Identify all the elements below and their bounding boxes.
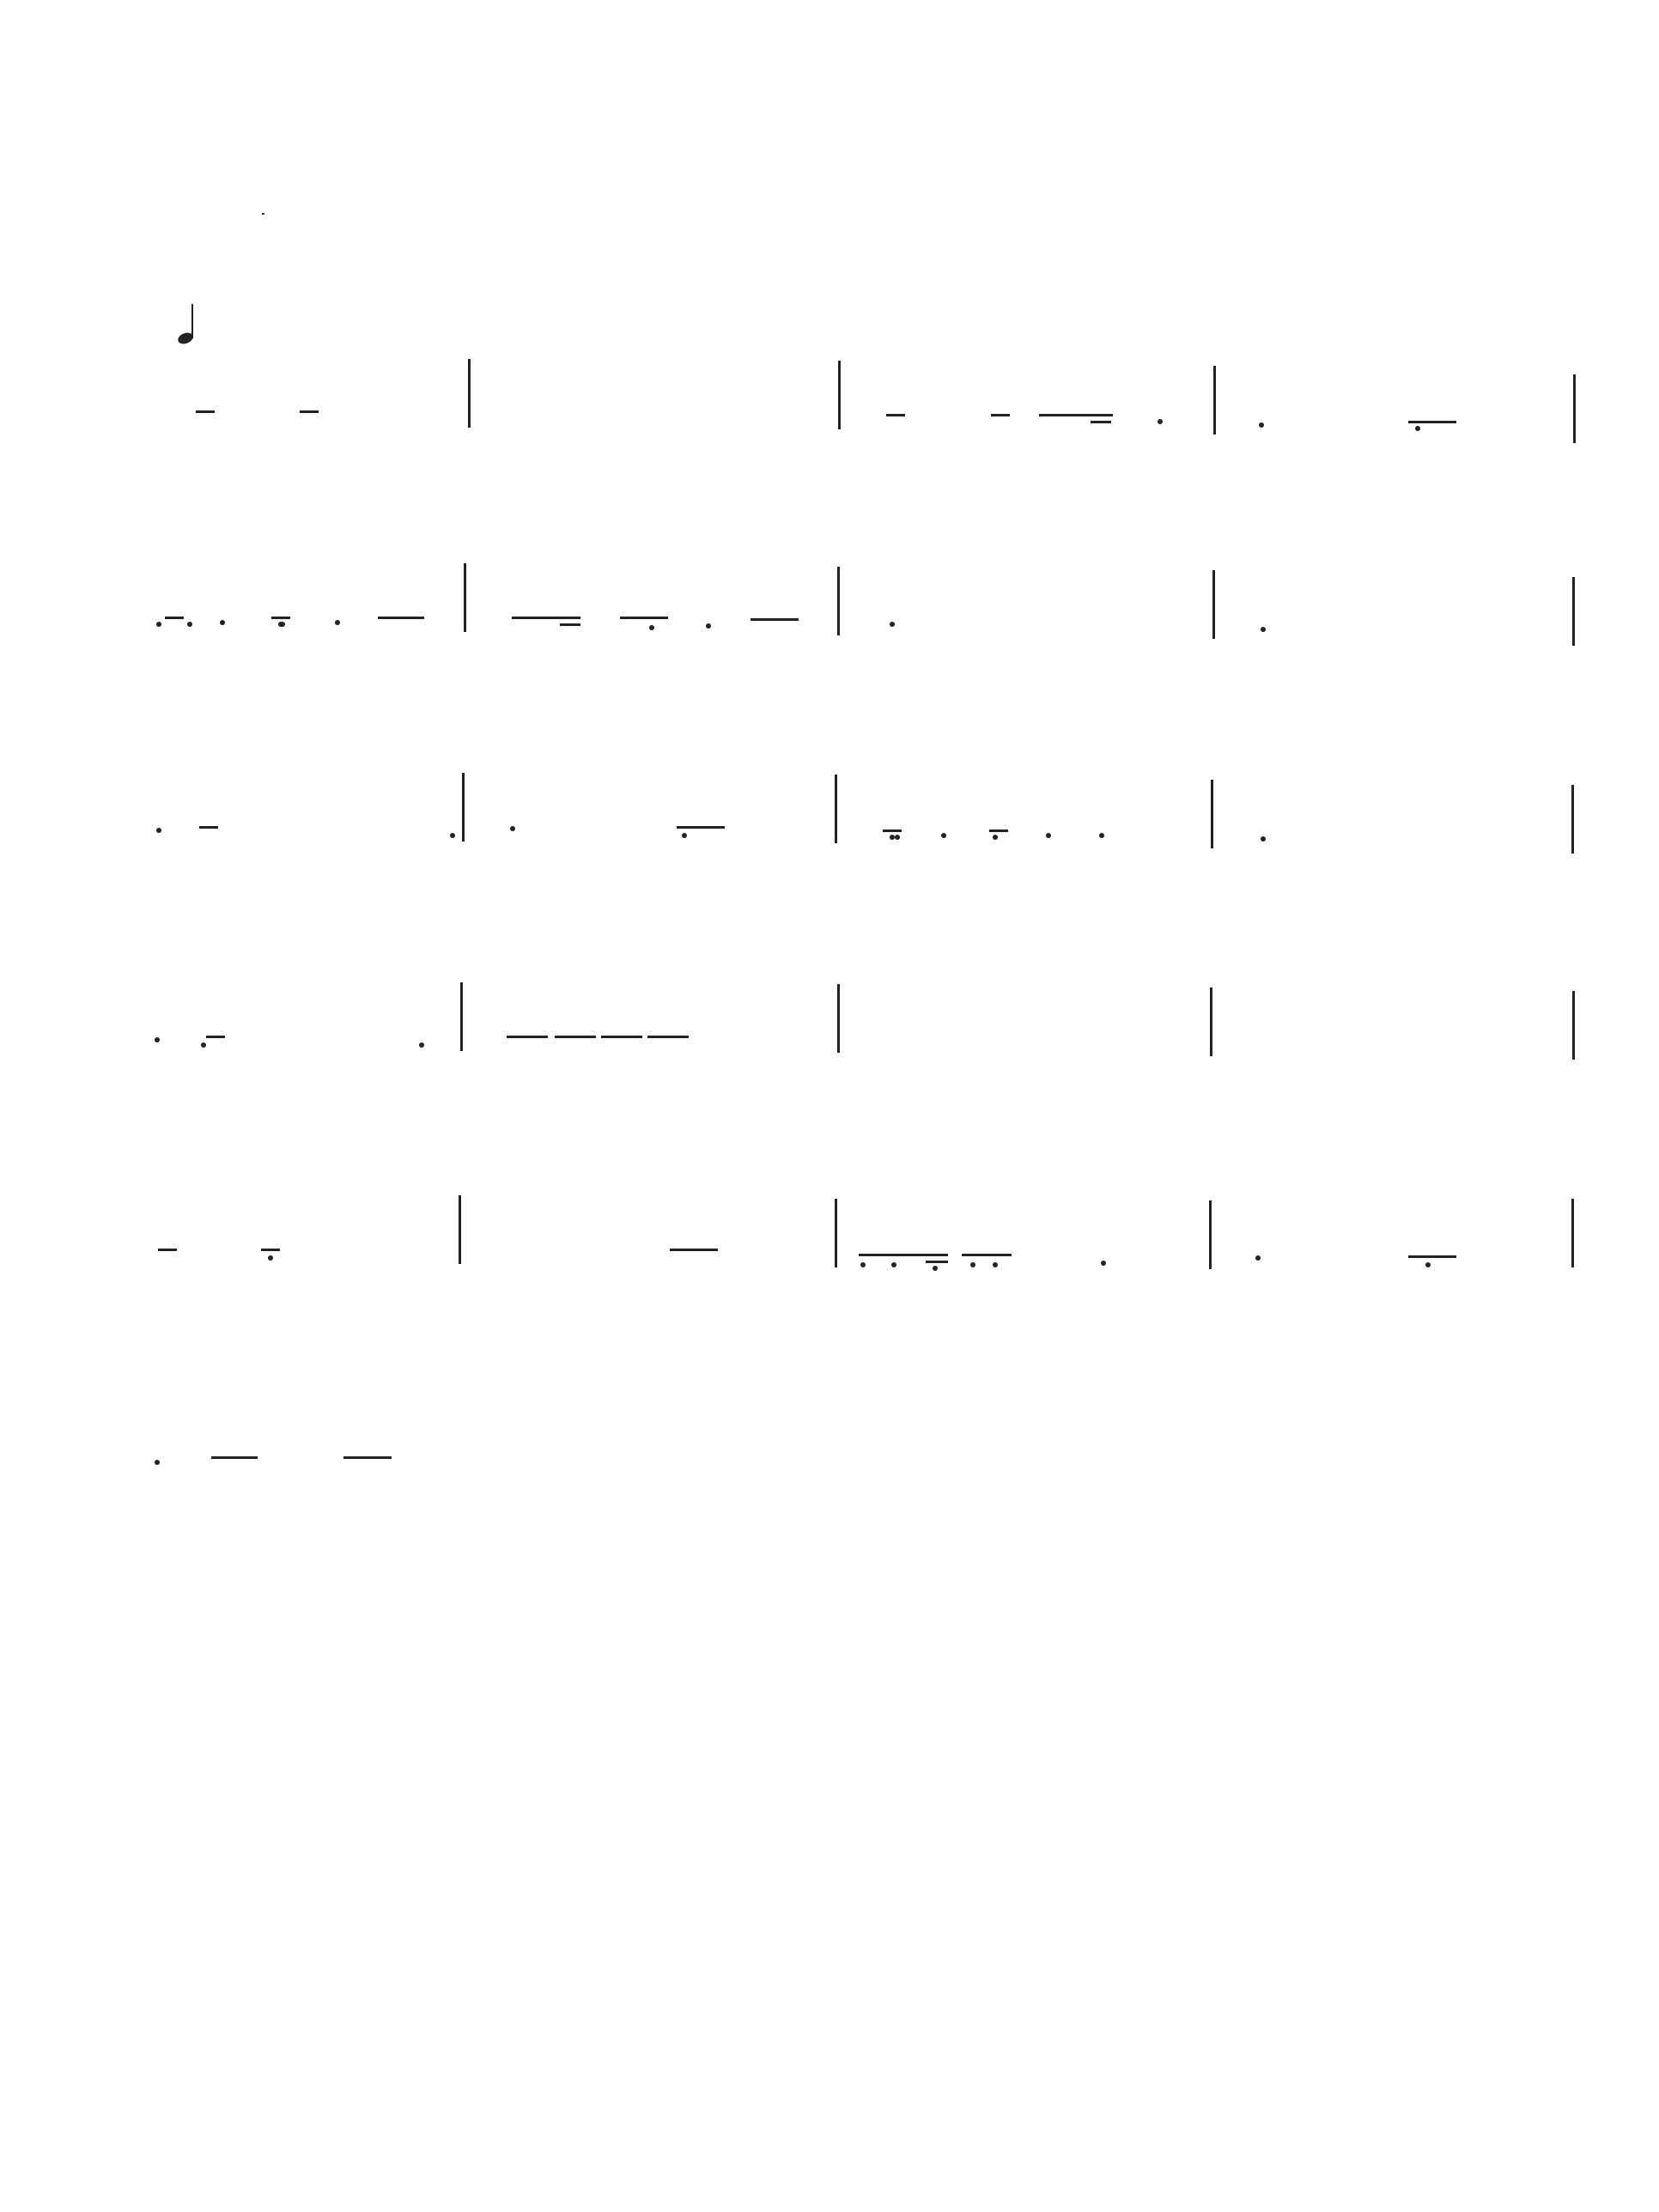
barline <box>1573 374 1576 443</box>
barline <box>838 361 841 429</box>
barline <box>1209 1200 1212 1269</box>
barline <box>1213 366 1216 434</box>
barline <box>460 982 463 1051</box>
tempo-marking <box>176 311 233 345</box>
barline <box>459 1195 461 1264</box>
barline <box>837 567 840 635</box>
barline <box>1571 785 1574 854</box>
barline <box>1212 570 1215 639</box>
barline <box>1572 991 1575 1060</box>
barline <box>1211 780 1213 848</box>
score-row-6 <box>0 0 1659 198</box>
time-bar <box>262 213 264 215</box>
barline <box>468 359 471 428</box>
barline <box>837 984 840 1053</box>
barline <box>835 1199 837 1267</box>
barline <box>1571 1199 1574 1267</box>
barline <box>835 775 837 843</box>
barline <box>464 563 466 632</box>
barline <box>462 773 465 842</box>
barline <box>1572 577 1575 646</box>
quarter-note-icon <box>176 311 198 345</box>
barline <box>1210 988 1212 1056</box>
